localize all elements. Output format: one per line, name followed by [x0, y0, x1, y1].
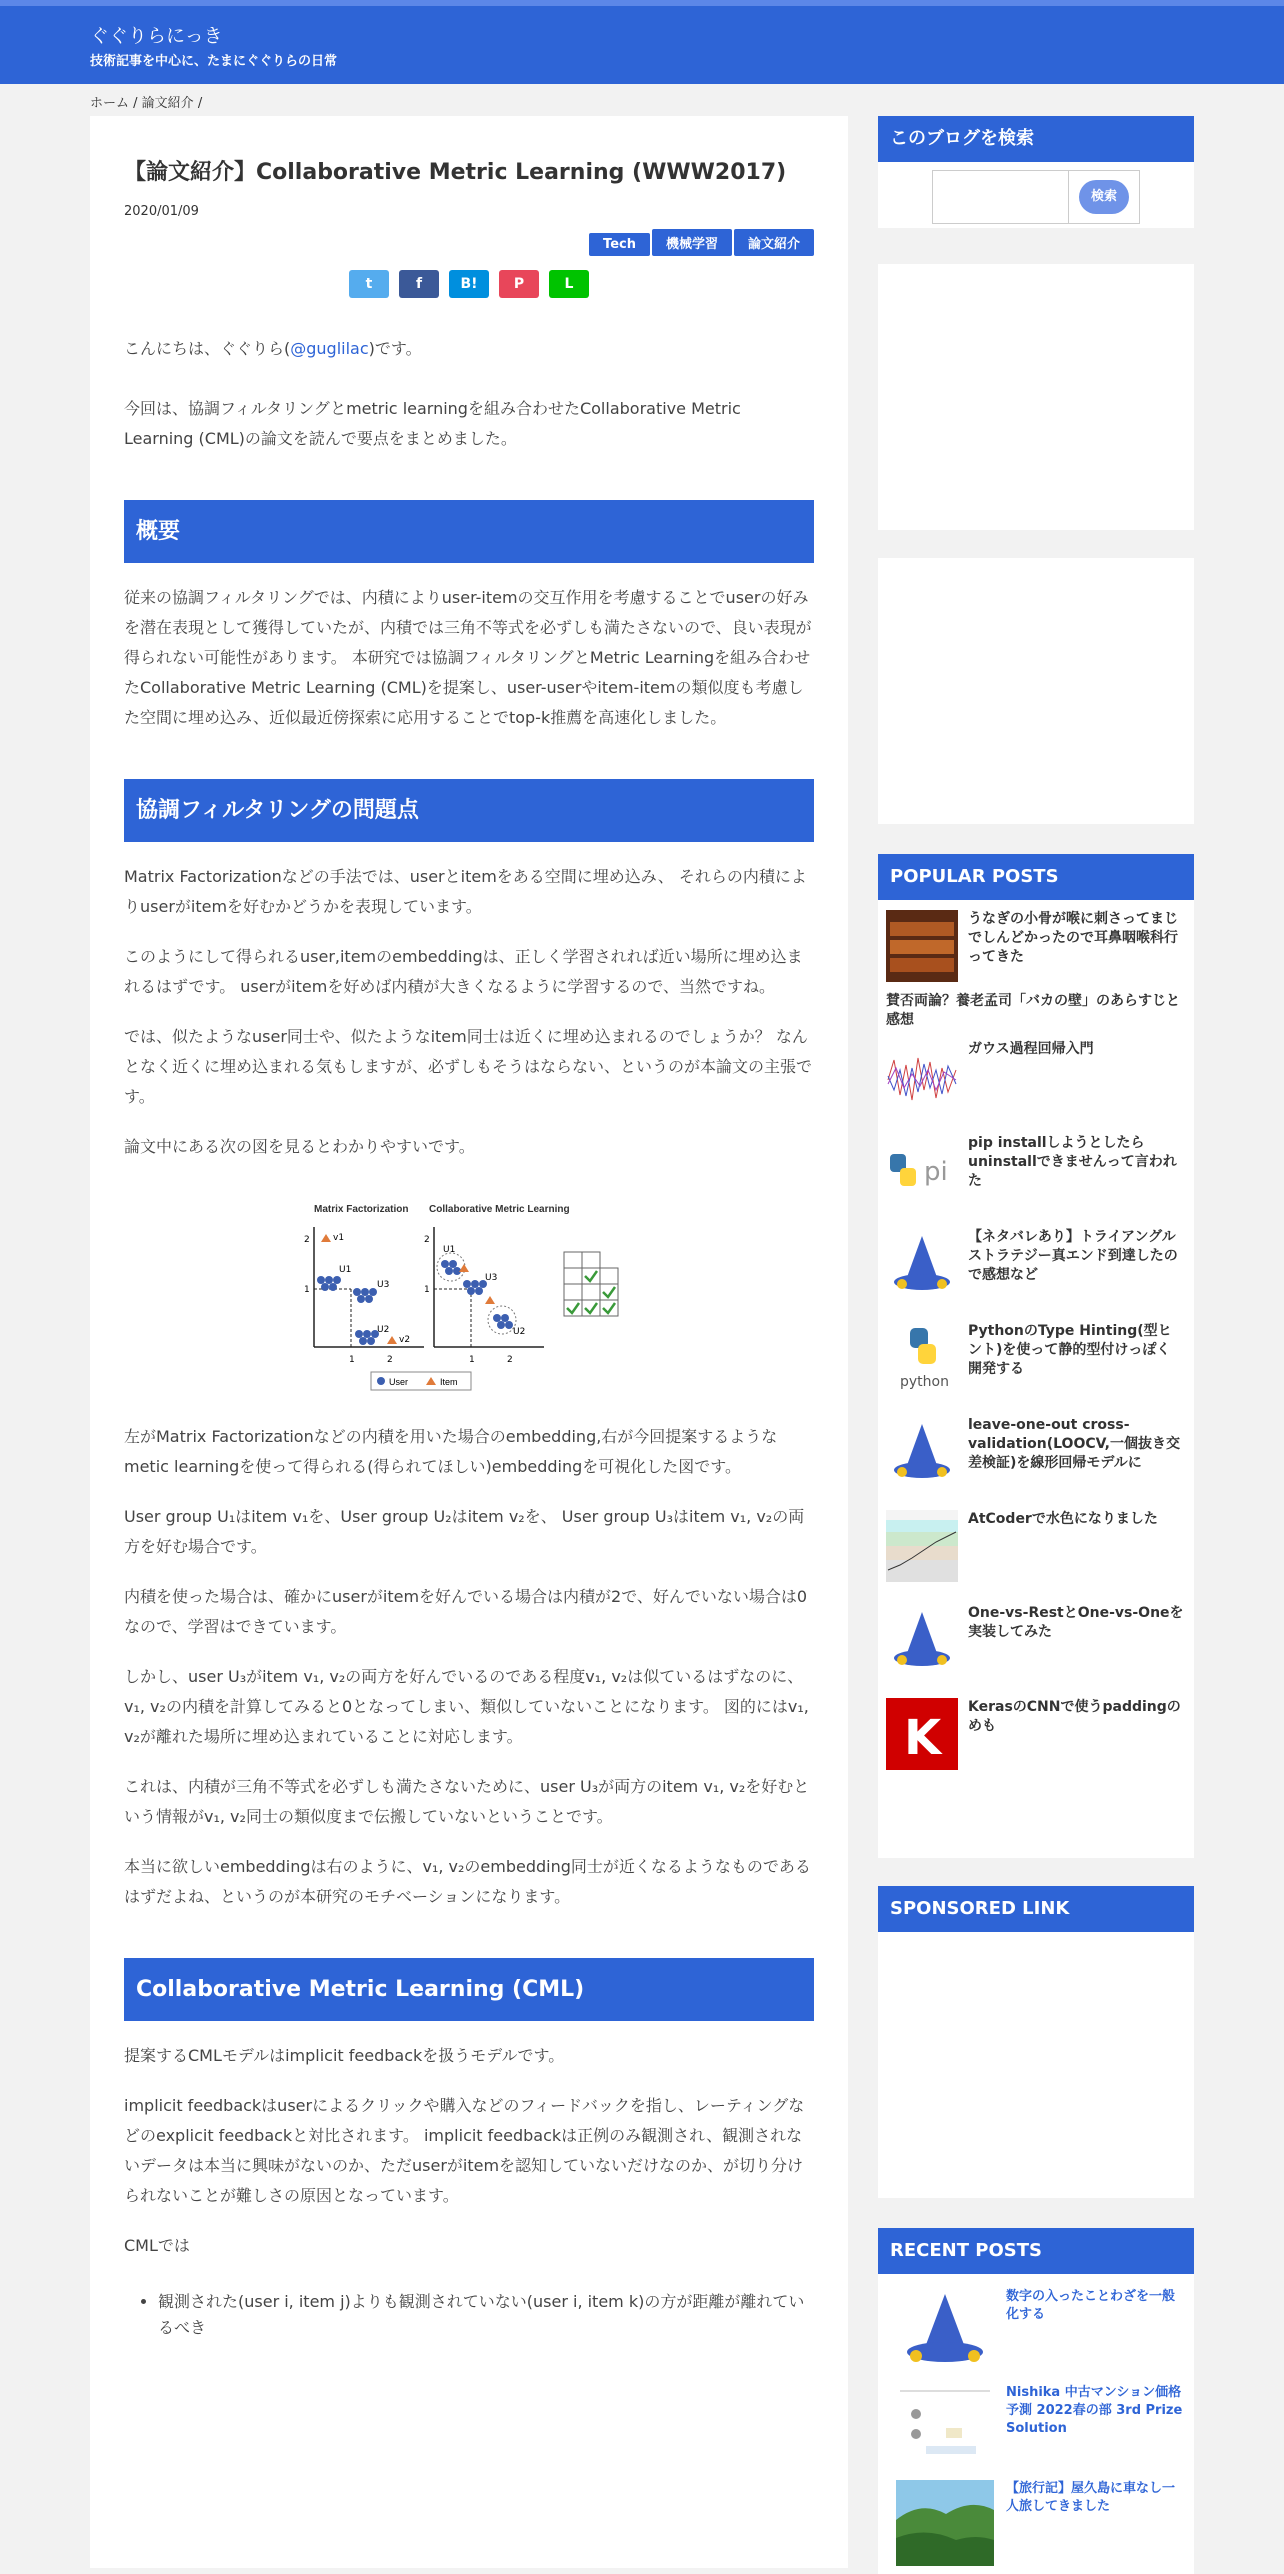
paragraph: 今回は、協調フィルタリングとmetric learningを組み合わせたCollaborative Metric Learning (CML)の論文を読んで要点をまとめました。	[124, 399, 741, 448]
svg-text:v2: v2	[399, 1335, 411, 1345]
legend-user: User	[389, 1377, 409, 1387]
tag-list	[124, 229, 814, 256]
share-buttons	[124, 270, 814, 298]
list-item: • 観測された(user i, item j)よりも観測されていない(user i, item k)の方が距離が離れているべき	[158, 2289, 814, 2341]
pocket-share-button[interactable]: P	[499, 270, 539, 298]
site-header	[0, 6, 1284, 84]
popular-posts-list	[878, 900, 1194, 1858]
breadcrumb-sep: /	[193, 96, 203, 111]
paragraph: 提案するCMLモデルはimplicit feedbackを扱うモデルです。	[124, 2046, 565, 2065]
svg-text:2: 2	[507, 1355, 513, 1365]
paragraph: Matrix Factorizationなどの手法では、userとitemをある空間に埋め込み、 それらの内積によりuserがitemを好むかどうかを表現しています。	[124, 867, 807, 916]
legend-item: Item	[440, 1377, 458, 1387]
search-input[interactable]	[933, 171, 1069, 223]
paragraph: 本当に欲しいembeddingは右のように、v₁, v₂のembedding同士が近くなるようなものであるはずだよね、というのが本研究のモチベーションになります。	[124, 1857, 811, 1906]
recent-post[interactable]: Nishika 中古マンション価格予測 2022春の部 3rd Prize Solution	[878, 2374, 1194, 2470]
popular-post[interactable]: python PythonのType Hinting(型ヒント)を使って静的型付けっぽく開発する	[878, 1300, 1194, 1394]
recent-posts-widget	[878, 2228, 1194, 2574]
article-main	[90, 116, 848, 2568]
svg-text:U1: U1	[339, 1265, 352, 1275]
recent-post[interactable]: 数字の入ったことわざを一般化する	[878, 2274, 1194, 2374]
breadcrumb-category[interactable]: 論文紹介	[141, 96, 194, 111]
nishika-thumbnail	[896, 2384, 994, 2470]
cml-title: Collaborative Metric Learning	[429, 1204, 570, 1215]
ad-slot-1	[878, 264, 1194, 530]
paragraph: 従来の協調フィルタリングでは、内積によりuser-itemの交互作用を考慮することでuserの好みを潜在表現として獲得していたが、内積では三角不等式を必ずしも満たさないので、良い表現が得られない可能性があります。 本研究では協調フィルタリングとMetric Learningを組み合わせたCollaborative Metric Learning (CML)を提案し、user-userやitem-itemの類似度も考慮した空間に埋め込み、近似最近傍探索に応用することでtop-k推薦を高速化しました。	[124, 588, 812, 727]
paragraph: 論文中にある次の図を見るとわかりやすいです。	[124, 1137, 475, 1156]
rating-chart-thumbnail	[886, 1510, 958, 1582]
article-title: 【論文紹介】Collaborative Metric Learning (WWW2017)	[124, 160, 787, 185]
svg-text:U2: U2	[513, 1327, 526, 1337]
paragraph: 内積を使った場合は、確かにuserがitemを好んでいる場合は内積が2で、好んでいない場合は0なので、学習はできています。	[124, 1587, 808, 1636]
paragraph: では、似たようなuser同士や、似たようなitem同士は近くに埋め込まれるのでしょうか？ なんとなく近くに埋め込まれる気もしますが、必ずしもそうはならない、というのが本論文の主張です。	[124, 1027, 813, 1106]
paragraph: しかし、user U₃がitem v₁, v₂の両方を好んでいるのである程度v₁, v₂は似ているはずなのに、v₁, v₂の内積を計算してみると0となってしまい、類似していないことになります。 図的にはv₁, v₂が離れた場所に埋め込まれていることに対応します。	[124, 1667, 809, 1746]
svg-text:K: K	[904, 1710, 942, 1766]
breadcrumb-home[interactable]: ホーム	[90, 96, 130, 111]
recent-post[interactable]: 【旅行記】屋久島に車なし一人旅してきました	[878, 2470, 1194, 2566]
svg-text:v1: v1	[333, 1233, 345, 1243]
svg-text:2: 2	[424, 1235, 430, 1245]
recent-posts-title: RECENT POSTS	[878, 2228, 1194, 2274]
section-heading-problem: 協調フィルタリングの問題点	[124, 779, 814, 842]
popular-post[interactable]: One-vs-RestとOne-vs-Oneを実装してみた	[878, 1582, 1194, 1676]
sponsored-widget	[878, 1886, 1194, 2198]
section-heading-overview: 概要	[124, 500, 814, 563]
paragraph: 左がMatrix Factorizationなどの内積を用いた場合のembedding,右が今回提案するようなmetic learningを使って得られる(得られてほしい)embeddingを可視化した図です。	[124, 1427, 778, 1476]
sponsored-title: SPONSORED LINK	[878, 1886, 1194, 1932]
search-widget	[878, 116, 1194, 228]
mf-vs-cml-diagram	[259, 1192, 679, 1402]
svg-text:1: 1	[304, 1285, 310, 1295]
search-widget-title: このブログを検索	[878, 116, 1194, 162]
svg-text:U3: U3	[377, 1280, 390, 1290]
popular-post[interactable]: K KerasのCNNで使うpaddingのめも	[878, 1676, 1194, 1770]
facebook-share-button[interactable]: f	[399, 270, 439, 298]
gp-plot-thumbnail	[886, 1040, 958, 1112]
svg-text:1: 1	[469, 1355, 475, 1365]
svg-text:U2: U2	[377, 1325, 390, 1335]
line-share-button[interactable]: L	[549, 270, 589, 298]
paragraph: CMLでは	[124, 2236, 190, 2255]
search-box	[878, 162, 1194, 228]
svg-text:U1: U1	[443, 1245, 456, 1255]
yakushima-thumbnail	[896, 2480, 994, 2566]
eel-thumbnail	[886, 910, 958, 982]
hatena-share-button[interactable]: B!	[449, 270, 489, 298]
ad-slot-2	[878, 558, 1194, 824]
popular-post[interactable]: 賛否両論？養老孟司「バカの壁」のあらすじと感想	[878, 982, 1194, 1030]
breadcrumb-sep: /	[129, 96, 142, 111]
article-date: 2020/01/09	[124, 204, 199, 219]
section-heading-cml: Collaborative Metric Learning (CML)	[124, 1958, 814, 2021]
wizard-hat-icon	[886, 1604, 958, 1676]
search-button[interactable]: 検索	[1079, 180, 1129, 214]
popular-post[interactable]: ガウス過程回帰入門	[878, 1030, 1194, 1112]
site-title[interactable]: ぐぐりらにっき	[90, 25, 223, 47]
svg-text:U3: U3	[485, 1273, 498, 1283]
popular-post[interactable]: AtCoderで水色になりました	[878, 1488, 1194, 1582]
popular-post[interactable]: leave-one-out cross-validation(LOOCV,一個抜き交差検証)を線形回帰モデルに	[878, 1394, 1194, 1488]
python-logo-thumbnail	[886, 1322, 958, 1394]
paragraph: これは、内積が三角不等式を必ずしも満たさないために、user U₃が両方のitem v₁, v₂を好むという情報がv₁, v₂同士の類似度まで伝搬していないということです。	[124, 1777, 810, 1826]
breadcrumb	[0, 84, 1284, 116]
svg-text:2: 2	[387, 1355, 393, 1365]
twitter-link[interactable]: @guglilac	[290, 339, 369, 358]
twitter-share-button[interactable]: t	[349, 270, 389, 298]
paragraph: このようにして得られるuser,itemのembeddingは、正しく学習されれば近い場所に埋め込まれるはずです。 userがitemを好めば内積が大きくなるように学習するので、当然ですね。	[124, 947, 803, 996]
wizard-hat-icon	[896, 2288, 994, 2374]
wizard-hat-icon	[886, 1416, 958, 1488]
svg-text:1: 1	[424, 1285, 430, 1295]
popular-post[interactable]: 【ネタバレあり】トライアングルストラテジー真エンド到達したので感想など	[878, 1206, 1194, 1300]
tag-tech[interactable]: Tech	[589, 233, 650, 256]
ad-slot-3	[878, 1932, 1194, 2198]
svg-text:2: 2	[304, 1235, 310, 1245]
popular-post[interactable]: うなぎの小骨が喉に刺さってまじでしんどかったので耳鼻咽喉科行ってきた	[878, 900, 1194, 982]
site-subtitle: 技術記事を中心に、たまにぐぐりらの日常	[90, 54, 338, 69]
svg-text:1: 1	[349, 1355, 355, 1365]
python-pip-thumbnail	[886, 1134, 958, 1206]
popular-post[interactable]: pi pip installしようとしたらuninstallできませんって言われた	[878, 1112, 1194, 1206]
embedding-figure	[124, 1192, 814, 1402]
bullet-list	[158, 2289, 814, 2341]
mf-title: Matrix Factorization	[314, 1204, 409, 1215]
recent-posts-list	[878, 2274, 1194, 2574]
paragraph: User group U₁はitem v₁を、User group U₂はitem v₂を、 User group U₃はitem v₁, v₂の両方を好む場合です。	[124, 1507, 805, 1556]
keras-logo-thumbnail	[886, 1698, 958, 1770]
paragraph: implicit feedbackはuserによるクリックや購入などのフィードバックを指し、レーティングなどのexplicit feedbackと対比されます。 implicit feedbackは正例のみ観測され、観測されないデータは本当に興味がないのか、ただuserがitemを認知していないだけなのか、が切り分けられないことが難しさの原因となっています。	[124, 2096, 805, 2205]
svg-text:pi: pi	[924, 1157, 948, 1187]
intro-paragraph: こんにちは、ぐぐりら(@guglilac)です。	[124, 339, 422, 358]
svg-text:python: python	[900, 1374, 949, 1390]
tag-ml[interactable]: 機械学習	[652, 229, 732, 256]
popular-posts-widget	[878, 854, 1194, 1858]
popular-posts-title: POPULAR POSTS	[878, 854, 1194, 900]
wizard-hat-icon	[886, 1228, 958, 1300]
tag-paper[interactable]: 論文紹介	[734, 229, 814, 256]
